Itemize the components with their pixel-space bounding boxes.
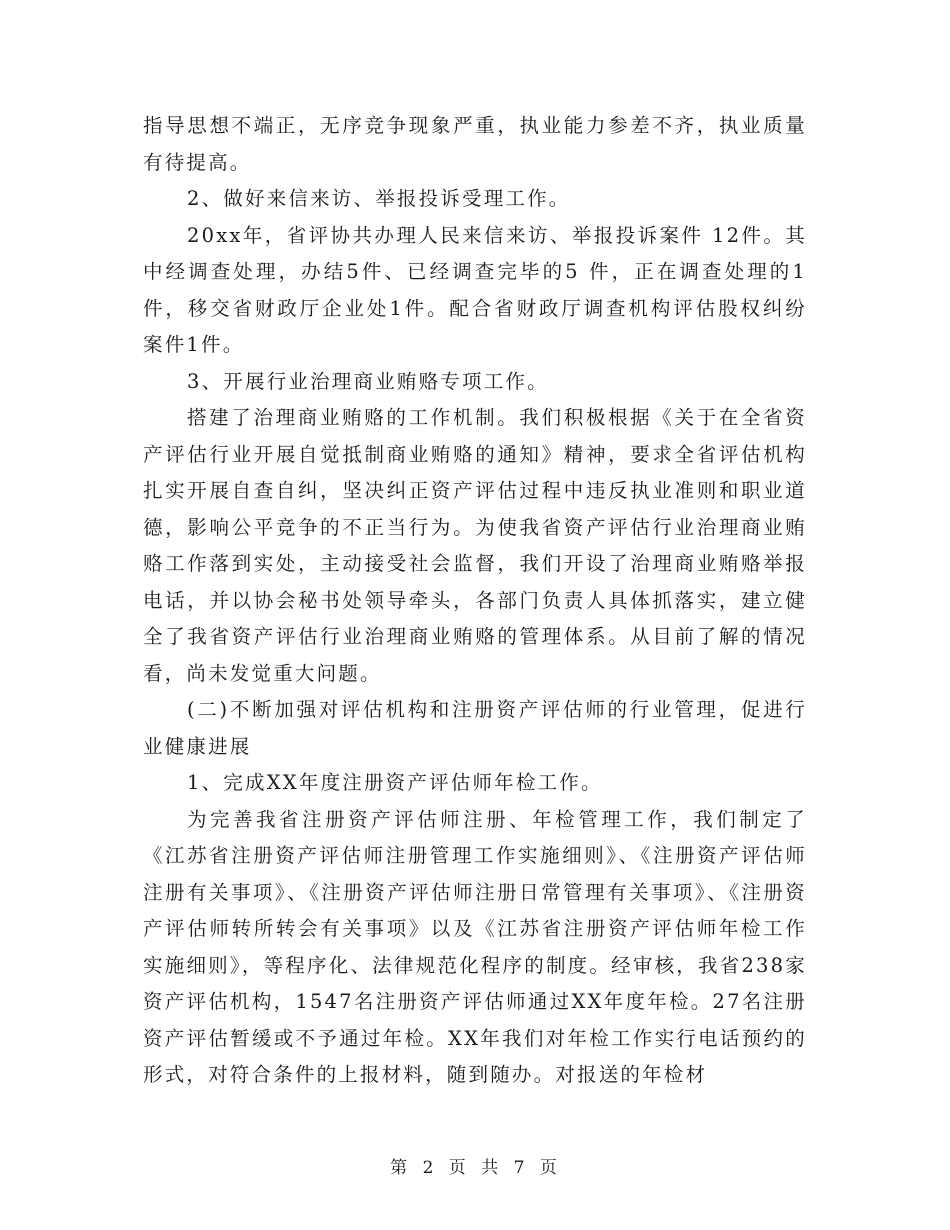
section-heading-annual-inspection: 1、完成XX年度注册资产评估师年检工作。	[187, 771, 603, 794]
paragraph-continuation: 指导思想不端正，无序竞争现象严重，执业能力参差不齐，执业质量有待提高。	[143, 114, 807, 174]
section-heading-industry-management: (二)不断加强对评估机构和注册资产评估师的行业管理，促进行业健康进展	[143, 698, 808, 758]
section-heading-complaints: 2、做好来信来访、举报投诉受理工作。	[187, 187, 571, 210]
paragraph-complaints: 20xx年，省评协共办理人民来信来访、举报投诉案件 12件。其中经调查处理，办结5件、已经调查完毕的5 件，正在调查处理的1件，移交省财政厅企业处1件。配合省财政厅调查机构评估股权纠纷案件1件。	[143, 223, 807, 356]
section-heading-bribery: 3、开展行业治理商业贿赂专项工作。	[187, 369, 549, 393]
document-body	[143, 108, 807, 1094]
paragraph-annual-inspection: 为完善我省注册资产评估师注册、年检管理工作，我们制定了《江苏省注册资产评估师注册管理工作实施细则》、《注册资产评估师注册有关事项》、《注册资产评估师注册日常管理有关事项》、《注册资产评估师转所转会有关事项》以及《江苏省注册资产评估师年检工作实施细则》，等程序化、法律规范化程序的制度。经审核，我省238家资产评估机构，1547名注册资产评估师通过XX年度年检。27名注册资产评估暂缓或不予通过年检。XX年我们对年检工作实行电话预约的形式，对符合条件的上报材料，随到随办。对报送的年检材	[143, 807, 807, 1086]
paragraph-bribery: 搭建了治理商业贿赂的工作机制。我们积极根据《关于在全省资产评估行业开展自觉抵制商业贿赂的通知》精神，要求全省评估机构扎实开展自查自纠，坚决纠正资产评估过程中违反执业准则和职业道德，影响公平竞争的不正当行为。为使我省资产评估行业治理商业贿赂工作落到实处，主动接受社会监督，我们开设了治理商业贿赂举报电话，并以协会秘书处领导牵头，各部门负责人具体抓落实，建立健全了我省资产评估行业治理商业贿赂的管理体系。从目前了解的情况看，尚未发觉重大问题。	[143, 406, 807, 685]
page-number-footer: 第 2 页 共 7 页	[390, 1158, 560, 1178]
